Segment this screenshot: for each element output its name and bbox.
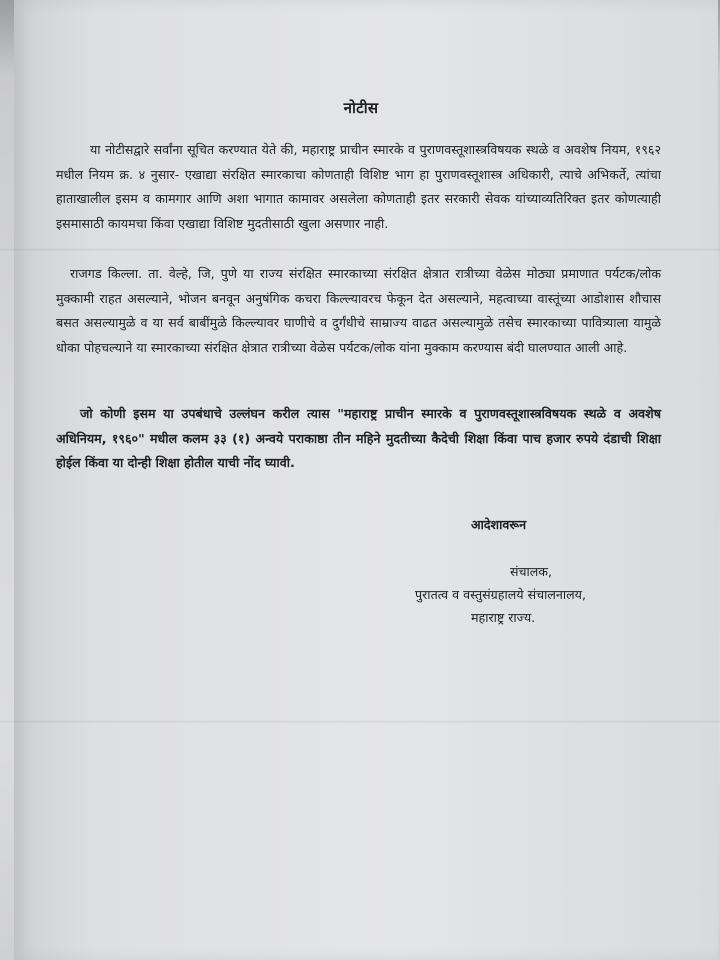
signature-designation: संचालक, <box>510 564 552 579</box>
notice-title: नोटीस <box>343 99 379 117</box>
notice-paragraph-rajgad: राजगड किल्ला. ता. वेल्हे, जि, पुणे या राज्य संरक्षित स्मारकाच्या संरक्षित क्षेत्रात रात्रीच्या वेळेस मोठ्या प्रमाणात पर्यटक/लोक मुक्कामी राहत असल्याने, भोजन बनवून अनुषंगिक कचरा किल्ल्यावरच फेकून देत असल्याने, महत्वाच्या वास्तूंच्या आडोशास शौचास बसत असल्यामुळे व या सर्व बाबींमुळे किल्ल्यावर घाणीचे व दुर्गंधीचे साम्राज्य वाढत असल्यामुळे तसेच स्मारकाच्या पावित्र्याला यामुळे धोका पोहचल्याने या स्मारकाच्या संरक्षित क्षेत्रात रात्रीच्या वेळेस पर्यटक/लोक यांना मुक्काम करण्यास बंदी घालण्यात आली आहे. <box>56 266 661 355</box>
paper-crease <box>0 248 720 252</box>
paper-crease <box>0 720 720 724</box>
notice-paragraph-rules: या नोटीसद्वारे सर्वांना सूचित करण्यात येते की, महाराष्ट्र प्राचीन स्मारके व पुराणवस्तूशास्त्रविषयक स्थळे व अवशेष नियम, १९६२ मधील नियम क्र. ४ नुसार- एखाद्या संरक्षित स्मारकाचा कोणताही विशिष्ट भाग हा पुराणवस्तूशास्त्र अधिकारी, त्याचे अभिकर्ते, त्यांचा हाताखालील इसम व कामगार आणि अशा भागात कामावर असलेला कोणताही इतर सरकारी सेवक यांच्याव्यतिरिक्त इतर कोणत्याही इसमासाठी कायमचा किंवा एखाद्या विशिष्ट मुदतीसाठी खुला असणार नाही. <box>56 142 661 231</box>
signature-by-order: आदेशावरून <box>471 517 527 532</box>
signature-state: महाराष्ट्र राज्य. <box>471 610 536 625</box>
signature-department: पुरातत्व व वस्तुसंग्रहालये संचालनालय, <box>415 587 586 602</box>
notice-paragraph-penalty: जो कोणी इसम या उपबंधाचे उल्लंघन करील त्यास "महाराष्ट्र प्राचीन स्मारके व पुराणवस्तूशास्त्रविषयक स्थळे व अवशेष अधिनियम, १९६०" मधील कलम ३३ (१) अन्वये पराकाष्ठा तीन महिने मुदतीच्या कैदेची शिक्षा किंवा पाच हजार रुपये दंडाची शिक्षा होईल किंवा या दोन्ही शिक्षा होतील याची नोंद घ्यावी. <box>56 406 661 470</box>
